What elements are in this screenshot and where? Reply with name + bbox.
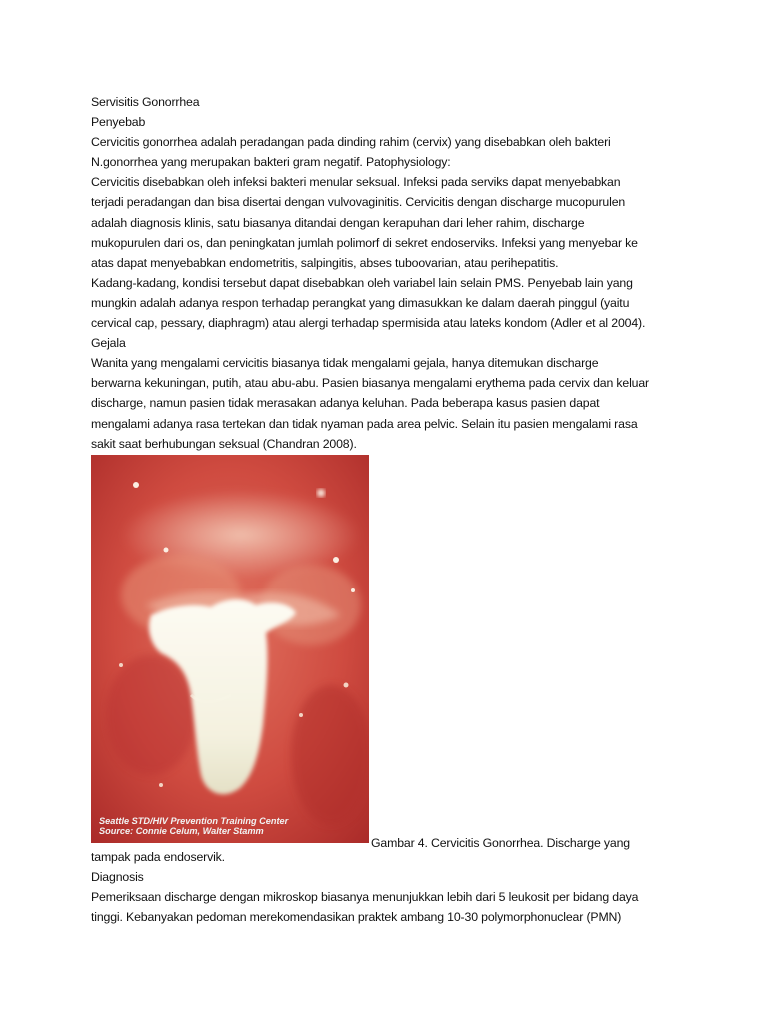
text-line: tinggi. Kebanyakan pedoman merekomendasikan praktek ambang 10-30 polymorphonuclear (PMN) bbox=[91, 909, 622, 924]
paragraph-gejala bbox=[91, 353, 691, 453]
cervicitis-photo-graphic bbox=[91, 455, 369, 843]
text-line: berwarna kekuningan, putih, atau abu-abu. Pasien biasanya mengalami erythema pada cervix dan keluar bbox=[91, 376, 649, 391]
text-line: mukopurulen dari os, dan peningkatan jumlah polimorf di sekret endoserviks. Infeksi yang menyebar ke bbox=[91, 235, 638, 250]
text-line: Wanita yang mengalami cervicitis biasanya tidak mengalami gejala, hanya ditemukan discharge bbox=[91, 356, 599, 371]
text-line: Cervicitis gonorrhea adalah peradangan pada dinding rahim (cervix) yang disebabkan oleh bakteri bbox=[91, 135, 611, 150]
section-heading-diagnosis: Diagnosis bbox=[91, 869, 144, 884]
section-heading-gejala: Gejala bbox=[91, 336, 126, 351]
figure-caption-part2: tampak pada endoservik. bbox=[91, 849, 225, 864]
figure-row bbox=[91, 455, 691, 850]
text-line: Cervicitis disebabkan oleh infeksi bakteri menular seksual. Infeksi pada serviks dapat menyebabkan bbox=[91, 175, 621, 190]
text-line: cervical cap, pessary, diaphragm) atau alergi terhadap spermisida atau lateks kondom (Adler et al 2004). bbox=[91, 316, 646, 331]
document-title: Servisitis Gonorrhea bbox=[91, 95, 200, 109]
photo-credit-line1: Seattle STD/HIV Prevention Training Center bbox=[99, 815, 289, 826]
section-heading-penyebab: Penyebab bbox=[91, 115, 146, 130]
text-line: Pemeriksaan discharge dengan mikroskop biasanya menunjukkan lebih dari 5 leukosit per bidang daya bbox=[91, 889, 639, 904]
text-line: sakit saat berhubungan seksual (Chandran 2008). bbox=[91, 436, 357, 451]
text-line: discharge, namun pasien tidak merasakan adanya keluhan. Pada beberapa kasus pasien dapat bbox=[91, 396, 600, 411]
figure-caption-part1: Gambar 4. Cervicitis Gonorrhea. Discharge yang bbox=[371, 835, 630, 850]
text-line: Kadang-kadang, kondisi tersebut dapat disebabkan oleh variabel lain selain PMS. Penyebab lain yang bbox=[91, 275, 633, 290]
paragraph-diagnosis bbox=[91, 887, 691, 927]
photo-credit-line2: Source: Connie Celum, Walter Stamm bbox=[99, 825, 264, 836]
text-line: terjadi peradangan dan bisa disertai dengan vulvovaginitis. Cervicitis dengan discharge mucopurulen bbox=[91, 195, 626, 210]
document-page bbox=[91, 92, 691, 927]
paragraph-penyebab bbox=[91, 132, 691, 333]
text-line: N.gonorrhea yang merupakan bakteri gram negatif. Patophysiology: bbox=[91, 155, 451, 170]
text-line: atas dapat menyebabkan endometritis, salpingitis, abses tuboovarian, atau perihepatitis. bbox=[91, 255, 559, 270]
text-line: mengalami adanya rasa tertekan dan tidak nyaman pada area pelvic. Selain itu pasien mengalami rasa bbox=[91, 416, 638, 431]
cervicitis-photo bbox=[91, 455, 369, 843]
text-line: mungkin adalah adanya respon terhadap perangkat yang dimasukkan ke dalam daerah pinggul (yaitu bbox=[91, 295, 630, 310]
text-line: adalah diagnosis klinis, satu biasanya ditandai dengan kerapuhan dari leher rahim, discharge bbox=[91, 215, 585, 230]
